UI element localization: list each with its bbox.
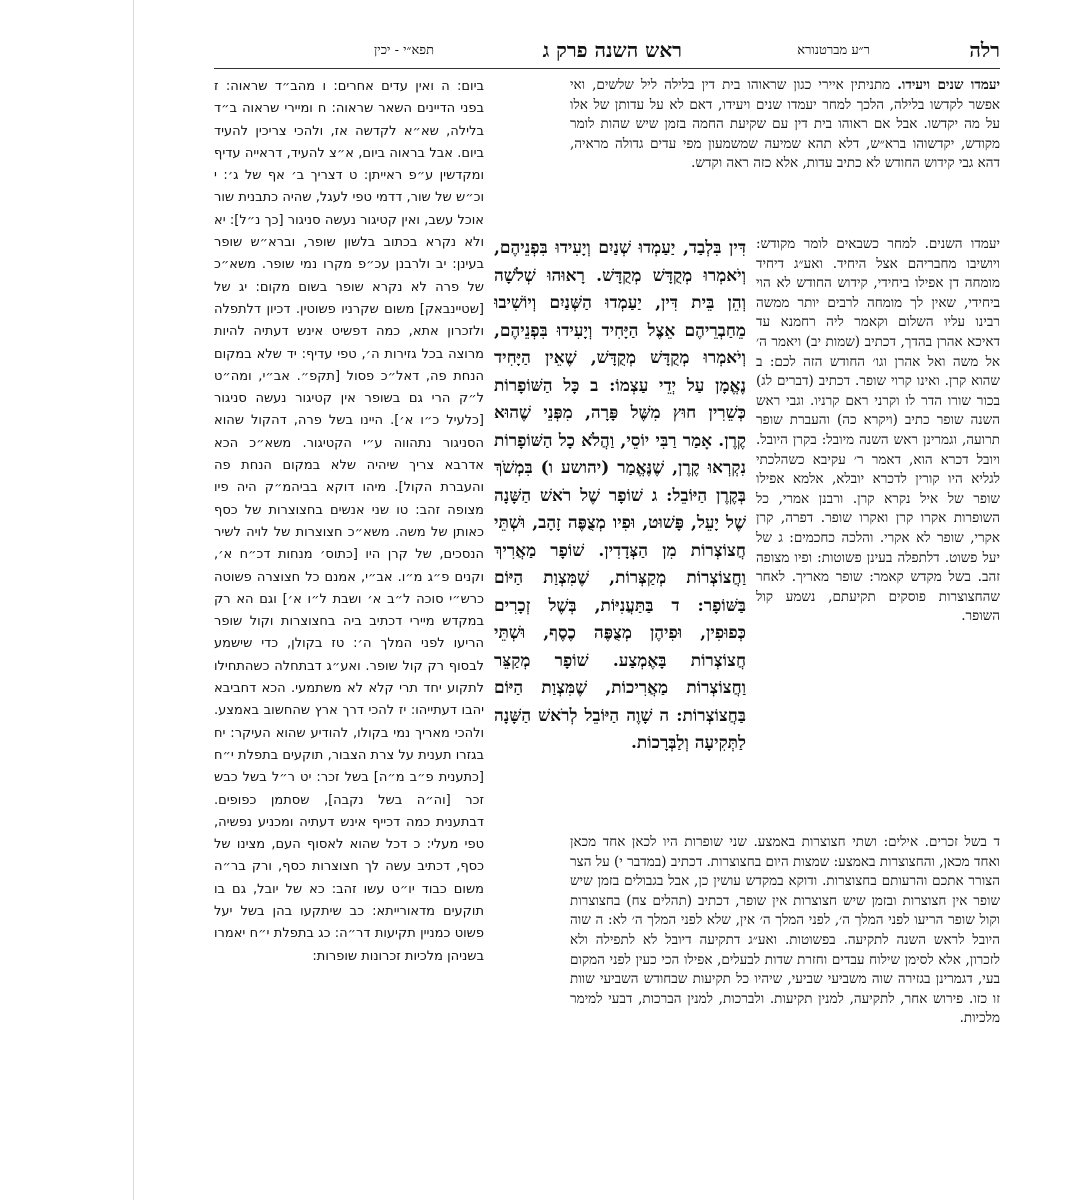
mishnah-text: דִּין בִּלְבַד, יַעַמְדוּ שְׁנַיִם וְיָעִידוּ בִּפְנֵיהֶם, וְיֹאמְרוּ מְקֻדָּשׁ מְקֻדָּשׁ. רָאוּהוּ שְׁלֹשָׁה וְהֵן בֵּית דִּין, יַעַמְדוּ הַשְּׁנַיִם וְיוֹשִׁיבוּ מֵחַבְרֵיהֶם אֵצֶל הַיָּחִיד וְיָעִידוּ בִּפְנֵיהֶם, וְיֹאמְרוּ מְקֻדָּשׁ מְקֻדָּשׁ, שֶׁאֵין הַיָּחִיד נֶאֱמָן עַל יְדֵי עַצְמוֹ: ב כָּל הַשּׁוֹפָרוֹת כְּשֵׁרִין חוּץ מִשֶּׁל פָּרָה, מִפְּנֵי שֶׁהוּא קֶרֶן. אָמַר רַבִּי יוֹסֵי, וַהֲלֹא כָל הַשּׁוֹפָרוֹת נִקְרְאוּ קֶרֶן, שֶׁנֶּאֱמַר (יהושע ו) בִּמְשֹׁךְ בְּקֶרֶן הַיּוֹבֵל: ג שׁוֹפָר שֶׁל רֹאשׁ הַשָּׁנָה שֶׁל יָעֵל, פָּשׁוּט, וּפִיו מְצֻפֶּה זָהָב, וּשְׁתֵּי חֲצוֹצְרוֹת מִן הַצְּדָדִין. שׁוֹפָר מַאֲרִיךְ וַחֲצוֹצְרוֹת מְקַצְּרוֹת, שֶׁמִּצְוַת הַיּוֹם בַּשּׁוֹפָר: ד בַּתַּעֲנִיּוֹת, בְּשֶׁל זְכָרִים כְּפוּפִין, וּפִיהֶן מְצֻפֶּה כֶסֶף, וּשְׁתֵּי חֲצוֹצְרוֹת בָּאֶמְצַע. שׁוֹפָר מְקַצֵּר וַחֲצוֹצְרוֹת מַאֲרִיכוֹת, שֶׁמִּצְוַת הַיּוֹם בַּחֲצוֹצְרוֹת: ה שָׁוֶה הַיּוֹבֵל לְרֹאשׁ הַשָּׁנָה לַתְּקִיעָה וְלַבְּרָכוֹת.	[494, 238, 746, 753]
bartenura-commentary-top	[570, 76, 1000, 234]
secondary-commentary-name: תפא״י - יכין	[373, 43, 434, 58]
commentary-name: ר״ע מברטנורא	[797, 43, 870, 58]
page-title: ראש השנה פרק ג	[542, 38, 682, 62]
page-number: רלה	[969, 38, 1000, 62]
page-header	[214, 38, 1000, 68]
header-rule	[214, 68, 1000, 69]
commentary-lemma: יעמדו שנים ויעידו.	[897, 77, 1000, 93]
tiferet-text: ביום: ה ואין עדים אחרים: ו מהב״ד שראוה: ז בפני הדיינים השאר שראוה: ח ומיירי שראוה ב״ד בלילה, שא״א לקדשה אז, ולהכי צריכין להעיד ביום. אבל בראוה ביום, א״צ להעיד, דראייה עדיף ומקדשין ע״פ ראייתן: ט דצריך ב׳ אף של ג׳: י וכ״ש של שור, דדמי טפי לעגל, שהיה כתבנית שור אוכל עשב, ואין קטיגור נעשה סניגור [כך נ״ל]: יא ולא נקרא בכתוב בלשון שופר, וברא״ש שופר בעינן: יב ולרבנן עכ״פ מקרו נמי שופר. משא״כ של פרה לא נקרא שופר בשום מקום: יג של [שטיינבאק] משום שקרניו פשוטין. דכיון דלתפלה ולזכרון אתא, כמה דפשיט אינש דעתיה להיות מרוצה בכל גזירות ה׳, טפי עדיף: יד שלא במקום הנחת פה, דאל״כ פסול [תקפ״. אב״י, ומה״ט ל״ק הרי גם בשופר אין קטיגור נעשה סניגור [כלעיל כ״ו א׳]. היינו בשל פרה, דהקול שהוא הסניגור נתהווה ע״י הקטיגור. משא״כ הכא אדרבא צריך שיהיה שלא במקום הנחת פה והעברת הקול]. מיהו דוקא בביהמ״ק היה פיו מצופה זהב: טו שני אנשים בחצוצרות של כסף כאותן של משה. משא״כ חצוצרות של לויה לשיר הנסכים, של קרן היו [כתוס׳ מנחות דכ״ח א׳, וקנים פ״ג מ״ו. אב״י, אמנם כל חצוצרה פשוטה כרש״י סוכה ל״ב א׳ ושבת ל״ו א׳] וגם הא רק במקדש מיירי דכתיב ביה בחצוצרות וקול שופר הריעו לפני המלך ה׳: טז בקולן, כדי שישמע לבסוף רק קול שופר. ואע״ג דבתחלה כשהתחילו לתקוע יחד תרי קלא לא משתמעי. הכא דחביבא יהבו דעתייהו: יז להכי דרך ארץ שהחשוב באמצע. ולהכי מאריך נמי בקולו, להודיע שהוא העיקר: יח בגזרו תענית על צרת הצבור, תוקעים בתפלת י״ח [כתענית פ״ב מ״ה] בשל זכר: יט ר״ל בשל כבש זכר [וה״ה בשל נקבה], שסתמן כפופים. דבתענית כמה דכייף אינש דעתיה ומכניע נפשיה, טפי מעלי: כ דכל שהוא לאסוף העם, מצינו של כסף, דכתיב עשה לך חצוצרות כסף, ורק בר״ה משום כבוד יו״ט עשו זהב: כא של יובל, גם בו תוקעים מדאורייתא: כב שיתקעו בהן בשל יעל פשוט כמניין תקיעות דר״ה: כג בתפלת י״ח יאמרו בשניהן מלכיות זכרונות שופרות:	[214, 79, 484, 964]
bartenura-commentary-bottom: ד בשל זכרים. אילים: ושתי חצוצרות באמצע. שני שופרות היו לכאן אחד מכאן ואחד מכאן, והחצוצרות באמצע: שמצות היום בחצוצרות. דכתיב (במדבר י) על הצר הצורר אתכם והרעותם בחצוצרות. ודוקא במקדש עושין כן, אבל בגבולים בזמן שיש שופר אין חצוצרות ובזמן שיש חצוצרות אין שופר, דכתיב (תהלים צח) בחצוצרות וקול שופר הריעו לפני המלך ה׳, לפני המלך ה׳ אין, שלא לפני המלך ה׳ לא: ה שוה היובל לראש השנה לתקיעה. בפשוטות. ואע״ג דתקיעה דיובל לא לתפילה ולא לזכרון, אלא לסימן שילוח עבדים וחזרת שדות לבעלים, אפילו הכי כעין לפני המקום בעי, דגמרינן בגזירה שוה משביעי שביעי, שיהיו כל תקיעות שבחודש השביעי שוות זו כזו. פירוש אחר, לתקיעה, למנין תקיעות. ולברכות, למנין הברכות, דבעי למימר מלכיות.	[570, 834, 1000, 1027]
tiferet-yisrael-commentary	[214, 76, 484, 1121]
commentary-text: מתניתין איירי כגון שראוהו בית דין בלילה ליל שלשים, ואי אפשר לקדשו בלילה, הלכך למחר יעמדו שנים ויעידו, דאם לא על עדותן של אלו על מה יקדשו. אבל אם ראוהו בית דין עם שקיעת החמה בזמן שיש שהות לומר מקודש, יקדשוהו ברא״ש, דלא תהא שמיעה שמשמעון מפי עדים גדולה מראיה, דהא גבי קידוש החודש לא כתיב עדות, אלא כזה ראה וקדש.	[570, 77, 1000, 172]
bartenura-commentary-side: יעמדו השנים. למחר כשבאים לומר מקודש: ויושיבו מחבריהם אצל היחיד. ואע״ג דיחיד מומחה דן אפילו ביחידי, קידוש החודש לא הוי ביחידי, שאין לך מומחה לרבים יותר ממשה רבינו עליו השלום וקאמר ליה רחמנא עד דאיכא אהרן בהדך, דכתיב (שמות יב) ויאמר ה׳ אל משה ואל אהרן וגו׳ החודש הזה לכם: ב שהוא קרן. ואינו קרוי שופר. דכתיב (דברים לג) בכור שורו הדר לו וקרני ראם קרניו. וגבי ראש השנה שופר כתיב (ויקרא כה) והעברת שופר תרועה, וגמרינן ראש השנה מיובל: בקרן היובל. ויובל דכרא הוא, דאמר ר׳ עקיבא כשהלכתי לגליא היו קורין לדכרא יובלא, אלמא אפילו שופר של איל נקרא קרן. ורבנן אמרי, כל השופרות אקרו קרן ואקרו שופר. דפרה, קרן אקרי, שופר לא אקרי. והלכה כחכמים: ג של יעל פשוט. דלתפלה בעינן פשוטות: ופיו מצופה זהב. בשל מקדש קאמר: שופר מאריך. לאחר שהחצוצרות פוסקים תקיעתם, נשמע קול השופר.	[756, 236, 1000, 625]
